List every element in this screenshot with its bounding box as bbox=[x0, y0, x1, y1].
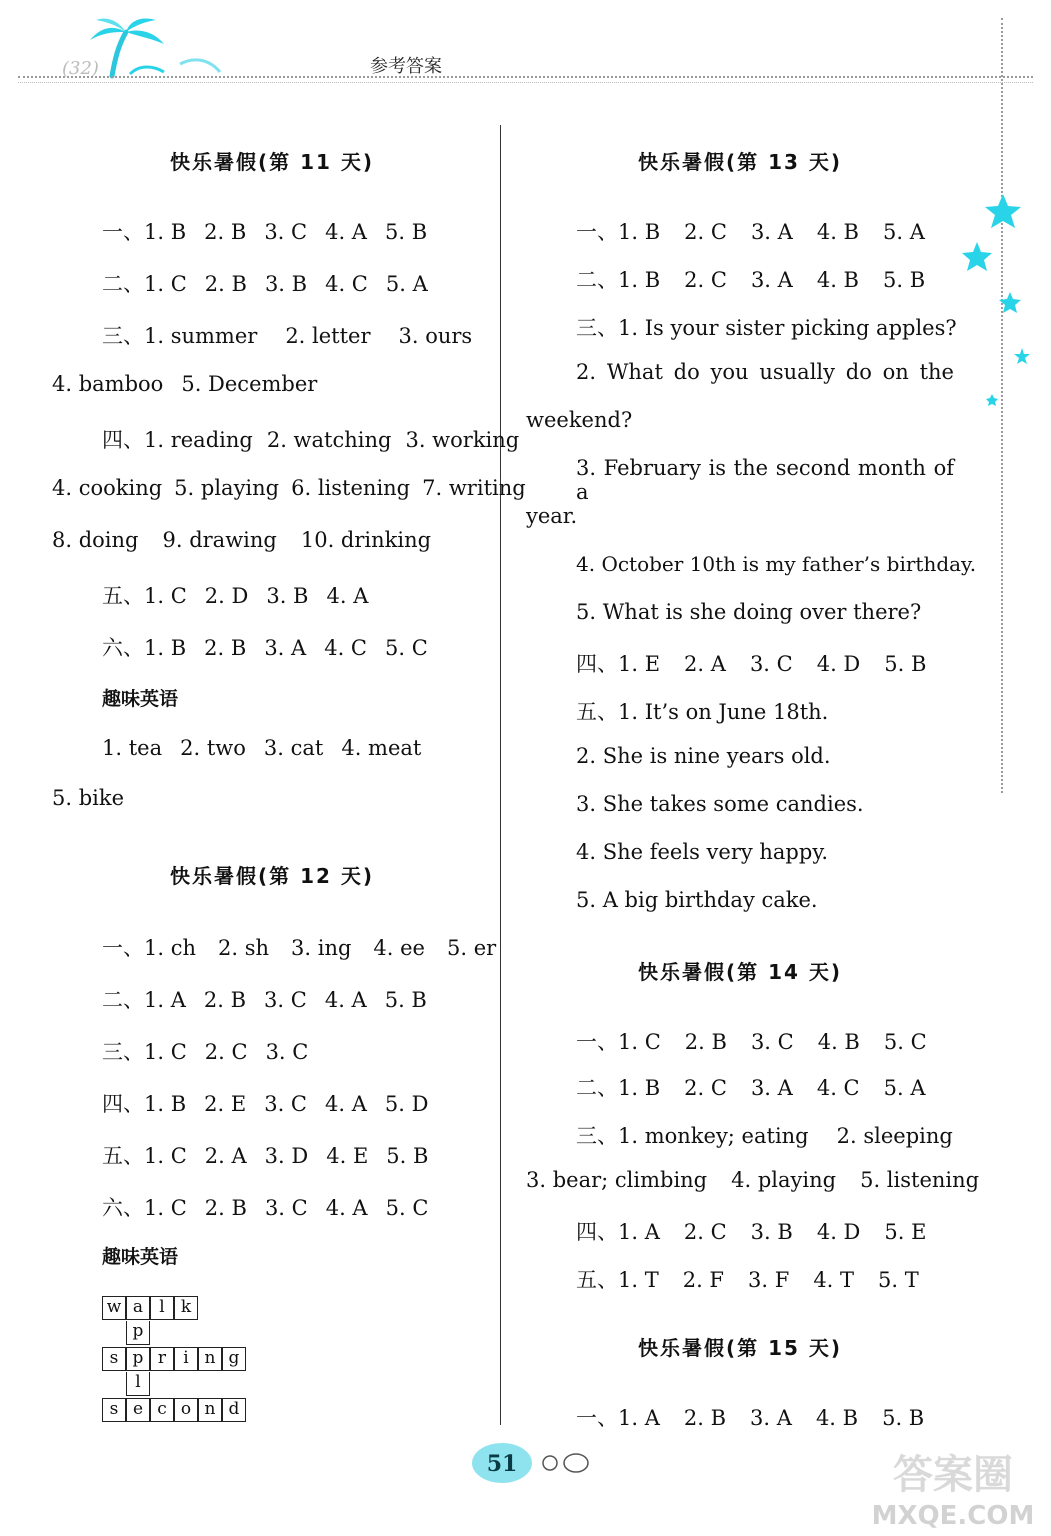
day14-s2: 二、1. B 2. C 3. A 4. C 5. A bbox=[576, 1076, 926, 1100]
day14-title: 快乐暑假(第 14 天) bbox=[637, 960, 843, 984]
day13-s3-3b: year. bbox=[526, 504, 578, 528]
day15-title: 快乐暑假(第 15 天) bbox=[637, 1336, 843, 1360]
day13-s3-1: 三、1. Is your sister picking apples? bbox=[576, 316, 957, 340]
day13-s3-3a: 3. February is the second month of a bbox=[576, 456, 954, 504]
day11-s4b: 4. cooking 5. playing 6. listening 7. writing bbox=[52, 476, 526, 500]
day14-s5: 五、1. T 2. F 3. F 4. T 5. T bbox=[576, 1268, 919, 1292]
page-number-badge bbox=[470, 1438, 600, 1488]
crossword-cell: n bbox=[198, 1398, 222, 1422]
crossword-cell: l bbox=[150, 1296, 174, 1320]
day12-s5: 五、1. C 2. A 3. D 4. E 5. B bbox=[102, 1144, 429, 1168]
day14-s3a: 三、1. monkey; eating 2. sleeping bbox=[576, 1124, 953, 1148]
day12-s6: 六、1. C 2. B 3. C 4. A 5. C bbox=[102, 1196, 429, 1220]
day13-s5-3: 3. She takes some candies. bbox=[576, 792, 864, 816]
day13-s5-4: 4. She feels very happy. bbox=[576, 840, 829, 864]
star-icon bbox=[962, 242, 992, 271]
star-icon bbox=[1014, 348, 1030, 364]
day13-s3-5: 5. What is she doing over there? bbox=[576, 600, 922, 624]
crossword-cell: o bbox=[174, 1398, 198, 1422]
crossword-cell: s bbox=[102, 1398, 126, 1422]
day14-s1: 一、1. C 2. B 3. C 4. B 5. C bbox=[576, 1030, 927, 1054]
day13-s2: 二、1. B 2. C 3. A 4. B 5. B bbox=[576, 268, 926, 292]
star-icon bbox=[999, 292, 1021, 313]
crossword-cell: d bbox=[222, 1398, 246, 1422]
day11-fun-title: 趣味英语 bbox=[102, 688, 179, 710]
svg-text:答案圈: 答案圈 bbox=[893, 1452, 1013, 1498]
day13-s3-4: 4. October 10th is my father’s birthday. bbox=[576, 552, 977, 576]
crossword-cell: c bbox=[150, 1398, 174, 1422]
day11-s2: 二、1. C 2. B 3. B 4. C 5. A bbox=[102, 272, 428, 296]
crossword-cell: p bbox=[126, 1321, 150, 1345]
day11-title: 快乐暑假(第 11 天) bbox=[169, 150, 375, 174]
crossword-cell: s bbox=[102, 1347, 126, 1371]
day11-s3a: 三、1. summer 2. letter 3. ours bbox=[102, 324, 473, 348]
day13-s5-5: 5. A big birthday cake. bbox=[576, 888, 818, 912]
day11-s5: 五、1. C 2. D 3. B 4. A bbox=[102, 584, 369, 608]
crossword-cell: p bbox=[126, 1347, 150, 1371]
day13-s1: 一、1. B 2. C 3. A 4. B 5. A bbox=[576, 220, 925, 244]
day13-s3-2a: 2. What do you usually do on the bbox=[576, 360, 954, 384]
day11-fun-b: 5. bike bbox=[52, 786, 125, 810]
day12-title: 快乐暑假(第 12 天) bbox=[169, 864, 375, 888]
header-divider-secondary bbox=[18, 82, 1033, 83]
day12-s3: 三、1. C 2. C 3. C bbox=[102, 1040, 309, 1064]
day13-s5-1: 五、1. It’s on June 18th. bbox=[576, 700, 829, 724]
crossword-cell: n bbox=[198, 1347, 222, 1371]
day13-s3-2b: weekend? bbox=[526, 408, 633, 432]
column-divider bbox=[500, 125, 501, 1425]
palm-tree-logo bbox=[60, 14, 230, 80]
star-icon bbox=[985, 194, 1021, 228]
day13-s5-2: 2. She is nine years old. bbox=[576, 744, 831, 768]
day13-title: 快乐暑假(第 13 天) bbox=[637, 150, 843, 174]
day13-s4: 四、1. E 2. A 3. C 4. D 5. B bbox=[576, 652, 927, 676]
crossword-cell: k bbox=[174, 1296, 198, 1320]
day12-s1: 一、1. ch 2. sh 3. ing 4. ee 5. er bbox=[102, 936, 497, 960]
crossword-cell: i bbox=[174, 1347, 198, 1371]
star-icon bbox=[986, 394, 998, 406]
svg-text:MXQE.COM: MXQE.COM bbox=[871, 1501, 1035, 1531]
day12-fun-title: 趣味英语 bbox=[102, 1246, 179, 1268]
day15-s1: 一、1. A 2. B 3. A 4. B 5. B bbox=[576, 1406, 925, 1430]
watermark-logo bbox=[868, 1446, 1038, 1532]
header-title: 参考答案 bbox=[370, 56, 442, 77]
day11-s4c: 8. doing 9. drawing 10. drinking bbox=[52, 528, 432, 552]
crossword-cell: e bbox=[126, 1398, 150, 1422]
day11-s3b: 4. bamboo 5. December bbox=[52, 372, 318, 396]
page-number: 51 bbox=[486, 1451, 518, 1477]
day12-s4: 四、1. B 2. E 3. C 4. A 5. D bbox=[102, 1092, 429, 1116]
day11-s6: 六、1. B 2. B 3. A 4. C 5. C bbox=[102, 636, 428, 660]
crossword-cell: l bbox=[126, 1372, 150, 1396]
crossword-cell: r bbox=[150, 1347, 174, 1371]
day11-s4a: 四、1. reading 2. watching 3. working bbox=[102, 428, 520, 452]
day11-fun-a: 1. tea 2. two 3. cat 4. meat bbox=[102, 736, 422, 760]
day12-s2: 二、1. A 2. B 3. C 4. A 5. B bbox=[102, 988, 427, 1012]
header-divider bbox=[18, 76, 1033, 78]
crossword-cell: w bbox=[102, 1296, 126, 1320]
svg-text:(32): (32) bbox=[62, 58, 99, 79]
crossword-cell: a bbox=[126, 1296, 150, 1320]
crossword-cell: g bbox=[222, 1347, 246, 1371]
day14-s3b: 3. bear; climbing 4. playing 5. listening bbox=[526, 1168, 980, 1192]
crossword-grid bbox=[102, 1296, 292, 1426]
day11-s1: 一、1. B 2. B 3. C 4. A 5. B bbox=[102, 220, 428, 244]
stars-decoration bbox=[955, 190, 1045, 420]
day14-s4: 四、1. A 2. C 3. B 4. D 5. E bbox=[576, 1220, 927, 1244]
